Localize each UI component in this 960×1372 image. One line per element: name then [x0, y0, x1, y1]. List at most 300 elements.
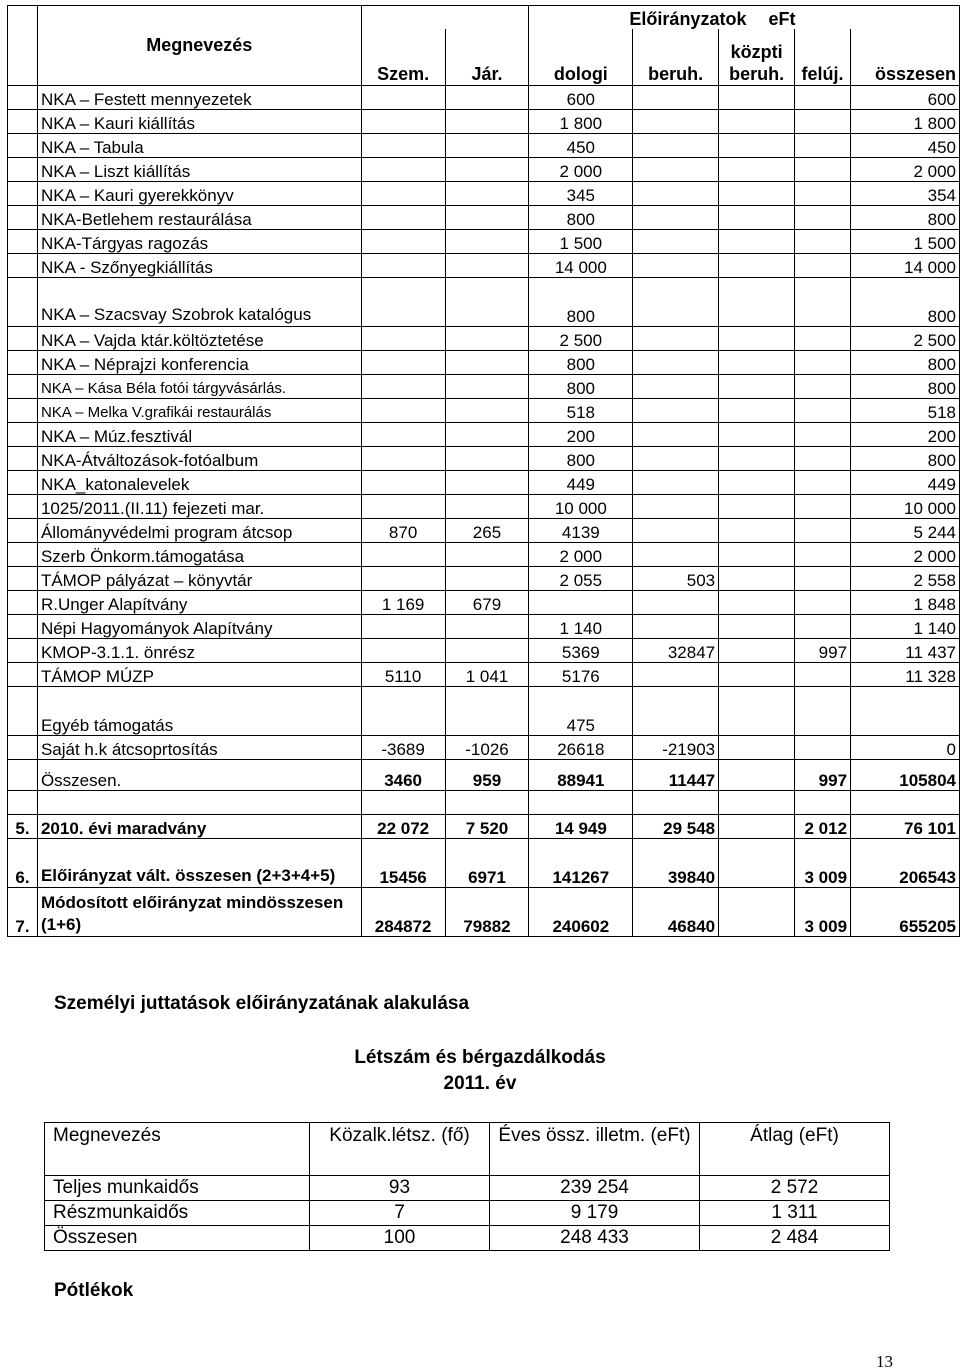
cell-beruh: 32847 [633, 639, 719, 663]
row-number: 6. [8, 839, 38, 888]
cell-szem [361, 423, 445, 447]
cell-dologi: 600 [529, 86, 633, 110]
cell-beruh: 503 [633, 567, 719, 591]
cell-jar [445, 158, 529, 182]
cell-feluj [795, 206, 851, 230]
cell-szem [361, 399, 445, 423]
row-name: NKA-Betlehem restaurálása [37, 206, 361, 230]
cell-ossz: 1 500 [851, 230, 960, 254]
cell-szem: 5110 [361, 663, 445, 687]
table-row [8, 423, 960, 447]
row-name: TÁMOP pályázat – könyvtár [37, 567, 361, 591]
cell-beruh [633, 447, 719, 471]
row-number [8, 615, 38, 639]
table-row [8, 254, 960, 278]
row-number [8, 471, 38, 495]
table-row [8, 736, 960, 760]
cell-dologi [529, 591, 633, 615]
cell-szem [361, 567, 445, 591]
cell-szem [361, 447, 445, 471]
cell-dologi: 10 000 [529, 495, 633, 519]
row-number [8, 110, 38, 134]
cell-jar: 1 041 [445, 663, 529, 687]
row-name: NKA-Átváltozások-fotóalbum [37, 447, 361, 471]
cell-ossz: 2 558 [851, 567, 960, 591]
cell-ossz: 10 000 [851, 495, 960, 519]
cell-jar [445, 134, 529, 158]
cell-jar [445, 278, 529, 327]
cell-beruh: 11447 [633, 760, 719, 791]
table-row [8, 495, 960, 519]
cell-ossz: 2 000 [851, 543, 960, 567]
cell-szem: 22 072 [361, 815, 445, 839]
row-number [8, 182, 38, 206]
cell-dologi: 800 [529, 447, 633, 471]
staff-column-header: Átlag (eFt) [700, 1123, 890, 1176]
column-header: beruh. [633, 29, 719, 86]
table-row [8, 447, 960, 471]
cell-szem [361, 375, 445, 399]
cell-kozpti [719, 519, 795, 543]
row-number [8, 158, 38, 182]
cell-ossz: 76 101 [851, 815, 960, 839]
row-name: NKA – Múz.fesztivál [37, 423, 361, 447]
row-number [8, 663, 38, 687]
row-name: Módosított előirányzat mindösszesen (1+6) [37, 888, 361, 937]
cell-dologi: 4139 [529, 519, 633, 543]
row-name: NKA – Kauri gyerekkönyv [37, 182, 361, 206]
cell-kozpti [719, 839, 795, 888]
cell-beruh [633, 110, 719, 134]
cell-kozpti [719, 375, 795, 399]
cell-ossz: 449 [851, 471, 960, 495]
staff-header-row [45, 1123, 890, 1176]
cell-kozpti [719, 351, 795, 375]
cell-ossz: 14 000 [851, 254, 960, 278]
cell-feluj: 2 012 [795, 815, 851, 839]
row-name: Népi Hagyományok Alapítvány [37, 615, 361, 639]
spacer-cell [851, 791, 960, 815]
cell-ossz: 1 848 [851, 591, 960, 615]
header-num-cell [8, 6, 38, 86]
cell-beruh [633, 86, 719, 110]
cell-feluj [795, 254, 851, 278]
cell-kozpti [719, 591, 795, 615]
cell-jar [445, 399, 529, 423]
cell-feluj [795, 182, 851, 206]
cell-ossz: 2 000 [851, 158, 960, 182]
cell-beruh [633, 206, 719, 230]
table-row [8, 182, 960, 206]
cell-ossz: 0 [851, 736, 960, 760]
cell-feluj [795, 375, 851, 399]
row-name: NKA – Néprajzi konferencia [37, 351, 361, 375]
cell-szem: 284872 [361, 888, 445, 937]
cell-feluj [795, 134, 851, 158]
cell-jar [445, 375, 529, 399]
column-header: összesen [851, 29, 960, 86]
table-row [8, 615, 960, 639]
cell-beruh [633, 519, 719, 543]
row-name: Saját h.k átcsoprtosítás [37, 736, 361, 760]
table-row [8, 158, 960, 182]
spacer-cell [529, 791, 633, 815]
cell-kozpti [719, 815, 795, 839]
row-name: Állományvédelmi program átcsop [37, 519, 361, 543]
staff-cell: 7 [310, 1201, 490, 1226]
column-header: közpti beruh. [719, 29, 795, 86]
row-number [8, 447, 38, 471]
cell-jar: 679 [445, 591, 529, 615]
cell-ossz: 800 [851, 351, 960, 375]
table-row [8, 567, 960, 591]
staff-column-header: Közalk.létsz. (fő) [310, 1123, 490, 1176]
cell-kozpti [719, 567, 795, 591]
row-name: NKA – Liszt kiállítás [37, 158, 361, 182]
cell-beruh [633, 278, 719, 327]
cell-dologi: 800 [529, 351, 633, 375]
cell-feluj [795, 351, 851, 375]
cell-feluj [795, 543, 851, 567]
cell-kozpti [719, 158, 795, 182]
cell-dologi: 475 [529, 687, 633, 736]
cell-ossz: 800 [851, 278, 960, 327]
cell-beruh [633, 423, 719, 447]
cell-kozpti [719, 736, 795, 760]
header-group-label: Előirányzatok [629, 9, 747, 29]
cell-jar [445, 471, 529, 495]
cell-szem [361, 543, 445, 567]
staff-column-header: Éves össz. illetm. (eFt) [490, 1123, 700, 1176]
row-number [8, 519, 38, 543]
cell-kozpti [719, 471, 795, 495]
row-name: 2010. évi maradvány [37, 815, 361, 839]
row-number [8, 543, 38, 567]
cell-dologi: 200 [529, 423, 633, 447]
cell-kozpti [719, 639, 795, 663]
cell-ossz: 11 437 [851, 639, 960, 663]
potlek-heading: Pótlékok [54, 1280, 134, 1301]
cell-feluj [795, 471, 851, 495]
row-number: 5. [8, 815, 38, 839]
header-unit-label: eFt [768, 9, 796, 29]
sub-title [0, 1045, 960, 1097]
row-name: NKA-Tárgyas ragozás [37, 230, 361, 254]
table-row [8, 278, 960, 327]
cell-jar: 7 520 [445, 815, 529, 839]
column-header: felúj. [795, 29, 851, 86]
cell-jar [445, 423, 529, 447]
cell-kozpti [719, 888, 795, 937]
cell-szem: 1 169 [361, 591, 445, 615]
cell-jar [445, 567, 529, 591]
row-name: R.Unger Alapítvány [37, 591, 361, 615]
cell-beruh: 29 548 [633, 815, 719, 839]
cell-beruh [633, 663, 719, 687]
row-name: NKA – Szacsvay Szobrok katalógus [37, 278, 361, 327]
row-number [8, 736, 38, 760]
row-number [8, 591, 38, 615]
cell-ossz: 206543 [851, 839, 960, 888]
cell-ossz: 450 [851, 134, 960, 158]
cell-feluj [795, 495, 851, 519]
row-name: NKA – Vajda ktár.költöztetése [37, 327, 361, 351]
cell-jar [445, 254, 529, 278]
cell-dologi: 518 [529, 399, 633, 423]
row-number [8, 327, 38, 351]
staff-cell: 100 [310, 1226, 490, 1251]
cell-feluj [795, 615, 851, 639]
staff-cell: 93 [310, 1176, 490, 1201]
staff-cell: 9 179 [490, 1201, 700, 1226]
spacer-row [8, 791, 960, 815]
staff-cell: 239 254 [490, 1176, 700, 1201]
cell-dologi: 449 [529, 471, 633, 495]
staff-cell: 248 433 [490, 1226, 700, 1251]
row-number [8, 760, 38, 791]
cell-beruh [633, 351, 719, 375]
header-blank [361, 6, 529, 30]
cell-szem [361, 495, 445, 519]
cell-ossz: 105804 [851, 760, 960, 791]
cell-ossz: 655205 [851, 888, 960, 937]
row-name: KMOP-3.1.1. önrész [37, 639, 361, 663]
cell-kozpti [719, 615, 795, 639]
table-row [8, 399, 960, 423]
spacer-cell [795, 791, 851, 815]
column-header: Jár. [445, 29, 529, 86]
summary-row [8, 839, 960, 888]
cell-ossz: 1 140 [851, 615, 960, 639]
cell-beruh [633, 230, 719, 254]
cell-ossz: 518 [851, 399, 960, 423]
budget-table [7, 5, 960, 937]
cell-szem [361, 254, 445, 278]
column-header: dologi [529, 29, 633, 86]
cell-szem [361, 158, 445, 182]
cell-szem [361, 182, 445, 206]
cell-szem [361, 327, 445, 351]
cell-kozpti [719, 760, 795, 791]
cell-dologi: 240602 [529, 888, 633, 937]
row-name: NKA – Melka V.grafikái restaurálás [37, 399, 361, 423]
cell-szem [361, 615, 445, 639]
cell-szem: 15456 [361, 839, 445, 888]
cell-feluj: 997 [795, 760, 851, 791]
row-name: NKA – Festett mennyezetek [37, 86, 361, 110]
row-number [8, 495, 38, 519]
cell-jar: 6971 [445, 839, 529, 888]
cell-jar: 79882 [445, 888, 529, 937]
cell-kozpti [719, 423, 795, 447]
cell-ossz: 1 800 [851, 110, 960, 134]
cell-ossz [851, 687, 960, 736]
header-name: Megnevezés [37, 6, 361, 86]
cell-feluj [795, 591, 851, 615]
cell-ossz: 5 244 [851, 519, 960, 543]
cell-jar [445, 110, 529, 134]
cell-beruh [633, 543, 719, 567]
cell-feluj: 3 009 [795, 839, 851, 888]
table-row [8, 375, 960, 399]
cell-jar [445, 182, 529, 206]
header-row [8, 6, 960, 30]
cell-beruh [633, 471, 719, 495]
cell-kozpti [719, 447, 795, 471]
table-row [8, 134, 960, 158]
cell-feluj [795, 687, 851, 736]
cell-dologi: 141267 [529, 839, 633, 888]
cell-szem: 870 [361, 519, 445, 543]
cell-beruh [633, 615, 719, 639]
cell-szem [361, 687, 445, 736]
cell-beruh [633, 399, 719, 423]
table-row [8, 591, 960, 615]
table-row [8, 230, 960, 254]
cell-kozpti [719, 543, 795, 567]
spacer-cell [37, 791, 361, 815]
cell-ossz: 600 [851, 86, 960, 110]
row-name: NKA – Kauri kiállítás [37, 110, 361, 134]
row-name: Előirányzat vált. összesen (2+3+4+5) [37, 839, 361, 888]
sub-title-line1: Létszám és bérgazdálkodás [354, 1047, 606, 1068]
cell-dologi: 800 [529, 278, 633, 327]
cell-jar [445, 206, 529, 230]
table-row [8, 110, 960, 134]
staff-row [45, 1201, 890, 1226]
row-number [8, 351, 38, 375]
cell-beruh [633, 375, 719, 399]
table-row [8, 471, 960, 495]
row-number [8, 230, 38, 254]
cell-dologi: 14 000 [529, 254, 633, 278]
summary-row [8, 815, 960, 839]
row-name: NKA – Tabula [37, 134, 361, 158]
row-name: TÁMOP MÚZP [37, 663, 361, 687]
cell-feluj [795, 567, 851, 591]
cell-dologi: 1 140 [529, 615, 633, 639]
row-number [8, 278, 38, 327]
spacer-cell [361, 791, 445, 815]
cell-dologi: 14 949 [529, 815, 633, 839]
staff-cell: 2 572 [700, 1176, 890, 1201]
row-name: Összesen. [37, 760, 361, 791]
cell-beruh [633, 495, 719, 519]
cell-kozpti [719, 495, 795, 519]
column-header: Szem. [361, 29, 445, 86]
cell-dologi: 5369 [529, 639, 633, 663]
cell-feluj [795, 86, 851, 110]
cell-feluj [795, 110, 851, 134]
cell-feluj [795, 736, 851, 760]
cell-beruh [633, 134, 719, 158]
cell-dologi: 800 [529, 206, 633, 230]
cell-dologi: 26618 [529, 736, 633, 760]
cell-feluj [795, 278, 851, 327]
cell-kozpti [719, 278, 795, 327]
cell-szem [361, 206, 445, 230]
staff-cell: Részmunkaidős [45, 1201, 310, 1226]
cell-beruh [633, 591, 719, 615]
row-name: NKA - Szőnyegkiállítás [37, 254, 361, 278]
cell-jar [445, 615, 529, 639]
sub-title-line2: 2011. év [443, 1073, 517, 1094]
cell-szem: -3689 [361, 736, 445, 760]
row-number [8, 423, 38, 447]
section-title: Személyi juttatások előirányzatának alakulása [54, 993, 470, 1014]
row-number: 7. [8, 888, 38, 937]
cell-ossz: 800 [851, 206, 960, 230]
cell-dologi: 88941 [529, 760, 633, 791]
row-number [8, 206, 38, 230]
cell-szem [361, 278, 445, 327]
cell-kozpti [719, 134, 795, 158]
summary-row [8, 888, 960, 937]
cell-kozpti [719, 86, 795, 110]
total-row [8, 760, 960, 791]
table-row [8, 687, 960, 736]
spacer-cell [719, 791, 795, 815]
table-row [8, 327, 960, 351]
cell-feluj [795, 230, 851, 254]
staff-row [45, 1176, 890, 1201]
cell-dologi: 800 [529, 375, 633, 399]
cell-szem [361, 134, 445, 158]
row-name: NKA_katonalevelek [37, 471, 361, 495]
staff-cell: Teljes munkaidős [45, 1176, 310, 1201]
cell-kozpti [719, 230, 795, 254]
cell-ossz: 800 [851, 447, 960, 471]
table-row [8, 639, 960, 663]
table-row [8, 206, 960, 230]
spacer-cell [8, 791, 38, 815]
row-name: NKA – Kása Béla fotói tárgyvásárlás. [37, 375, 361, 399]
cell-feluj [795, 327, 851, 351]
table-row [8, 86, 960, 110]
cell-feluj [795, 519, 851, 543]
staff-row [45, 1226, 890, 1251]
cell-dologi: 450 [529, 134, 633, 158]
cell-dologi: 2 000 [529, 543, 633, 567]
row-number [8, 639, 38, 663]
cell-kozpti [719, 110, 795, 134]
cell-feluj [795, 447, 851, 471]
cell-jar [445, 86, 529, 110]
cell-szem [361, 230, 445, 254]
cell-szem: 3460 [361, 760, 445, 791]
row-name: Szerb Önkorm.támogatása [37, 543, 361, 567]
cell-jar [445, 639, 529, 663]
row-number [8, 134, 38, 158]
table-row [8, 351, 960, 375]
staff-column-header: Megnevezés [45, 1123, 310, 1176]
cell-ossz: 11 328 [851, 663, 960, 687]
cell-beruh: 39840 [633, 839, 719, 888]
cell-dologi: 2 000 [529, 158, 633, 182]
cell-beruh [633, 687, 719, 736]
row-name: Egyéb támogatás [37, 687, 361, 736]
cell-kozpti [719, 254, 795, 278]
staff-cell: Összesen [45, 1226, 310, 1251]
cell-beruh: 46840 [633, 888, 719, 937]
row-name: 1025/2011.(II.11) fejezeti mar. [37, 495, 361, 519]
cell-dologi: 1 800 [529, 110, 633, 134]
cell-ossz: 2 500 [851, 327, 960, 351]
cell-kozpti [719, 206, 795, 230]
cell-ossz: 800 [851, 375, 960, 399]
cell-dologi: 1 500 [529, 230, 633, 254]
cell-feluj [795, 663, 851, 687]
